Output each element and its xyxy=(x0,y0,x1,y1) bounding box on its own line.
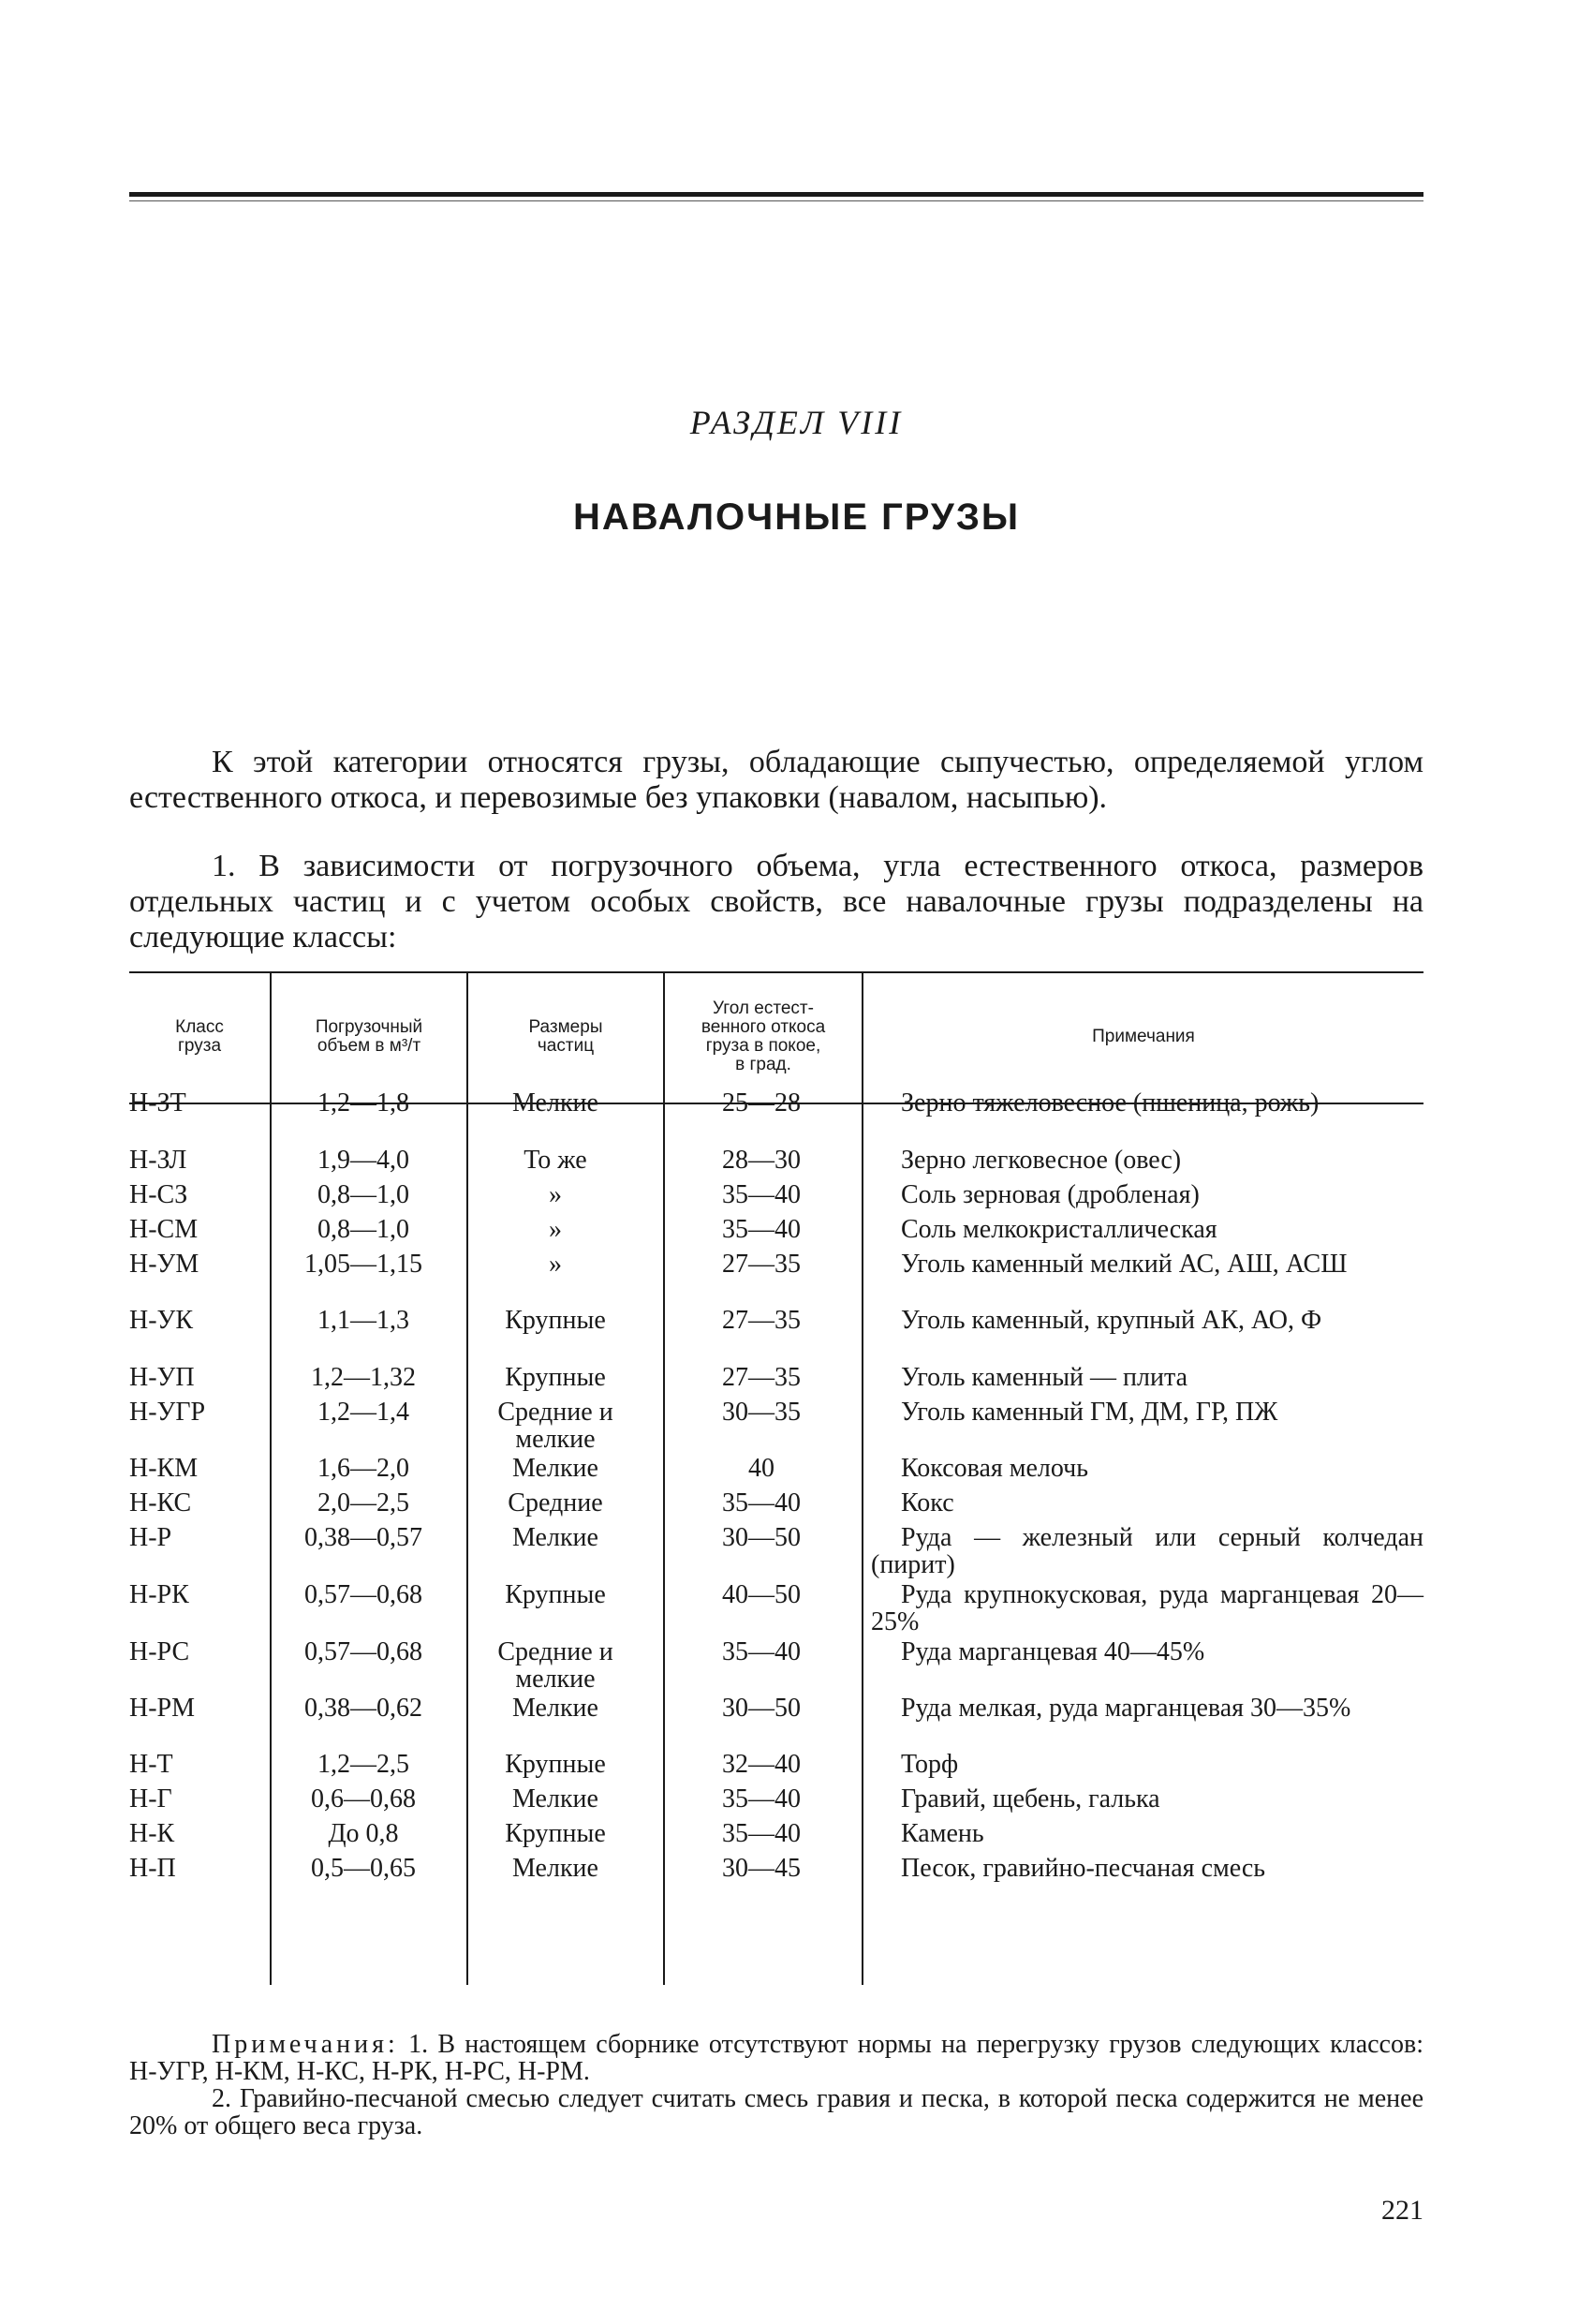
cell-angle: 40—50 xyxy=(722,1580,801,1609)
cell-class: Н-РК xyxy=(129,1580,189,1609)
cell-notes: Кокс xyxy=(901,1488,954,1517)
cell-volume: 1,2—2,5 xyxy=(317,1750,409,1779)
cell-notes: Камень xyxy=(901,1819,984,1848)
cell-volume: 0,8—1,0 xyxy=(317,1180,409,1209)
cell-angle: 30—35 xyxy=(722,1398,801,1427)
cell-volume: 1,6—2,0 xyxy=(317,1454,409,1483)
cell-volume: 0,57—0,68 xyxy=(304,1637,422,1666)
notes-label: Примечания: xyxy=(212,2030,399,2059)
cell-notes: Соль зерновая (дробленая) xyxy=(901,1180,1200,1209)
cell-class: Н-ЗТ xyxy=(129,1088,186,1118)
cell-class: Н-ЗЛ xyxy=(129,1146,187,1175)
intro-paragraph-2: 1. В зависимости от погрузочного объема, угла естественного откоса, размеров отдельных частиц и с учетом особых свойств, все навалочные грузы подразделены на следующие классы: xyxy=(129,849,1423,955)
header-particle-size: Размеры частиц xyxy=(528,1017,603,1056)
cell-notes: Соль мелкокристаллическая xyxy=(901,1215,1217,1244)
cell-class: Н-Т xyxy=(129,1750,173,1779)
cell-notes: Руда крупнокусковая, руда марганцевая 20—25% xyxy=(871,1580,1423,1636)
cell-angle: 27—35 xyxy=(722,1250,801,1279)
cell-volume: 0,57—0,68 xyxy=(304,1580,422,1609)
note-1 xyxy=(129,2031,1423,2085)
cell-angle: 35—40 xyxy=(722,1488,801,1517)
cell-volume: 1,2—1,32 xyxy=(311,1363,416,1392)
cell-class: Н-К xyxy=(129,1819,175,1848)
cell-volume: 1,2—1,8 xyxy=(317,1088,409,1118)
cell-notes: Руда марганцевая 40—45% xyxy=(901,1637,1205,1666)
cell-size: Крупные xyxy=(505,1750,606,1779)
cell-notes: Руда — железный или серный колчедан (пирит) xyxy=(871,1523,1423,1579)
cell-class: Н-РМ xyxy=(129,1694,196,1723)
cell-notes: Торф xyxy=(901,1750,959,1779)
cell-class: Н-Р xyxy=(129,1523,172,1552)
cell-size: Мелкие xyxy=(512,1088,598,1118)
cell-volume: 1,2—1,4 xyxy=(317,1398,409,1427)
table-top-rule xyxy=(129,971,1423,973)
cell-notes: Уголь каменный ГМ, ДМ, ГР, ПЖ xyxy=(901,1398,1278,1427)
cell-notes: Уголь каменный — плита xyxy=(901,1363,1187,1392)
top-rule xyxy=(129,192,1423,197)
cell-class: Н-СМ xyxy=(129,1215,199,1244)
cell-size: То же xyxy=(524,1146,587,1175)
cell-notes: Руда мелкая, руда марганцевая 30—35% xyxy=(901,1694,1351,1723)
cell-volume: 2,0—2,5 xyxy=(317,1488,409,1517)
cell-size: Крупные xyxy=(505,1363,606,1392)
section-title: НАВАЛОЧНЫЕ ГРУЗЫ xyxy=(572,496,1021,538)
cell-volume: 0,5—0,65 xyxy=(311,1854,416,1883)
cell-angle: 30—45 xyxy=(722,1854,801,1883)
cell-size: Крупные xyxy=(505,1306,606,1335)
cell-angle: 35—40 xyxy=(722,1819,801,1848)
cell-class: Н-Г xyxy=(129,1784,172,1813)
header-angle: Угол естест- венного откоса груза в покое, в град. xyxy=(701,999,826,1074)
cell-volume: 0,8—1,0 xyxy=(317,1215,409,1244)
cell-notes: Песок, гравийно-песчаная смесь xyxy=(901,1854,1266,1883)
cell-volume: 0,6—0,68 xyxy=(311,1784,416,1813)
cell-angle: 30—50 xyxy=(722,1523,801,1552)
cell-volume: 0,38—0,62 xyxy=(304,1694,422,1723)
cell-size: » xyxy=(549,1215,562,1244)
header-notes: Примечания xyxy=(1092,1027,1195,1046)
cell-size: Мелкие xyxy=(512,1523,598,1552)
cell-notes: Уголь каменный мелкий АС, АШ, АСШ xyxy=(901,1250,1348,1279)
note-1-text: 1. В настоящем сборнике отсутствуют нормы на перегрузку грузов следующих классов: Н-УГР, Н-КМ, Н-КС, Н-РК, Н-РС, Н-РМ. xyxy=(129,2030,1423,2086)
cell-notes: Зерно тяжеловесное (пшеница, рожь) xyxy=(901,1088,1320,1118)
cell-angle: 35—40 xyxy=(722,1637,801,1666)
section-label: РАЗДЕЛ VIII xyxy=(689,404,904,441)
cell-volume: 0,38—0,57 xyxy=(304,1523,422,1552)
top-rule-thin xyxy=(129,200,1423,201)
cell-size: Средние и мелкие xyxy=(497,1637,613,1694)
cell-size: Мелкие xyxy=(512,1694,598,1723)
cell-angle: 35—40 xyxy=(722,1180,801,1209)
cell-size: Мелкие xyxy=(512,1454,598,1483)
cell-class: Н-РС xyxy=(129,1637,190,1666)
cell-notes: Уголь каменный, крупный АК, АО, Ф xyxy=(901,1306,1322,1335)
cell-notes: Коксовая мелочь xyxy=(901,1454,1089,1483)
cell-volume: 1,9—4,0 xyxy=(317,1146,409,1175)
cell-size: Мелкие xyxy=(512,1854,598,1883)
header-class: Класс груза xyxy=(175,1017,224,1056)
col-divider-4 xyxy=(862,971,863,1985)
cell-size: Средние и мелкие xyxy=(497,1398,613,1454)
cell-class: Н-П xyxy=(129,1854,176,1883)
cell-class: Н-УМ xyxy=(129,1250,199,1279)
notes-block xyxy=(129,2031,1423,2139)
cell-class: Н-УК xyxy=(129,1306,194,1335)
cell-angle: 40 xyxy=(748,1454,774,1483)
cell-size: Крупные xyxy=(505,1580,606,1609)
cell-angle: 28—30 xyxy=(722,1146,801,1175)
cell-angle: 35—40 xyxy=(722,1215,801,1244)
header-volume: Погрузочный объем в м³/т xyxy=(315,1017,423,1056)
cell-notes: Зерно легковесное (овес) xyxy=(901,1146,1182,1175)
cell-volume: 1,05—1,15 xyxy=(304,1250,422,1279)
intro-paragraph-1: К этой категории относятся грузы, обладающие сыпучестью, определяемой углом естественного откоса, и перевозимые без упаковки (навалом, насыпью). xyxy=(129,745,1423,815)
cell-angle: 35—40 xyxy=(722,1784,801,1813)
cell-class: Н-УП xyxy=(129,1363,195,1392)
cell-class: Н-КС xyxy=(129,1488,192,1517)
cell-class: Н-УГР xyxy=(129,1398,206,1427)
cell-class: Н-СЗ xyxy=(129,1180,188,1209)
cell-volume: 1,1—1,3 xyxy=(317,1306,409,1335)
cell-angle: 27—35 xyxy=(722,1363,801,1392)
cell-notes: Гравий, щебень, галька xyxy=(901,1784,1160,1813)
cell-size: Средние xyxy=(508,1488,603,1517)
col-divider-3 xyxy=(663,971,665,1985)
cell-class: Н-КМ xyxy=(129,1454,199,1483)
cell-size: » xyxy=(549,1180,562,1209)
cell-angle: 27—35 xyxy=(722,1306,801,1335)
cell-angle: 30—50 xyxy=(722,1694,801,1723)
note-2: 2. Гравийно-песчаной смесью следует считать смесь гравия и песка, в которой песка содержится не менее 20% от общего веса груза. xyxy=(129,2084,1423,2140)
col-divider-2 xyxy=(466,971,468,1985)
cell-volume: До 0,8 xyxy=(328,1819,399,1848)
page-number: 221 xyxy=(1381,2195,1423,2226)
cell-angle: 32—40 xyxy=(722,1750,801,1779)
cell-size: Крупные xyxy=(505,1819,606,1848)
cell-size: » xyxy=(549,1250,562,1279)
cell-size: Мелкие xyxy=(512,1784,598,1813)
cell-angle: 25—28 xyxy=(722,1088,801,1118)
